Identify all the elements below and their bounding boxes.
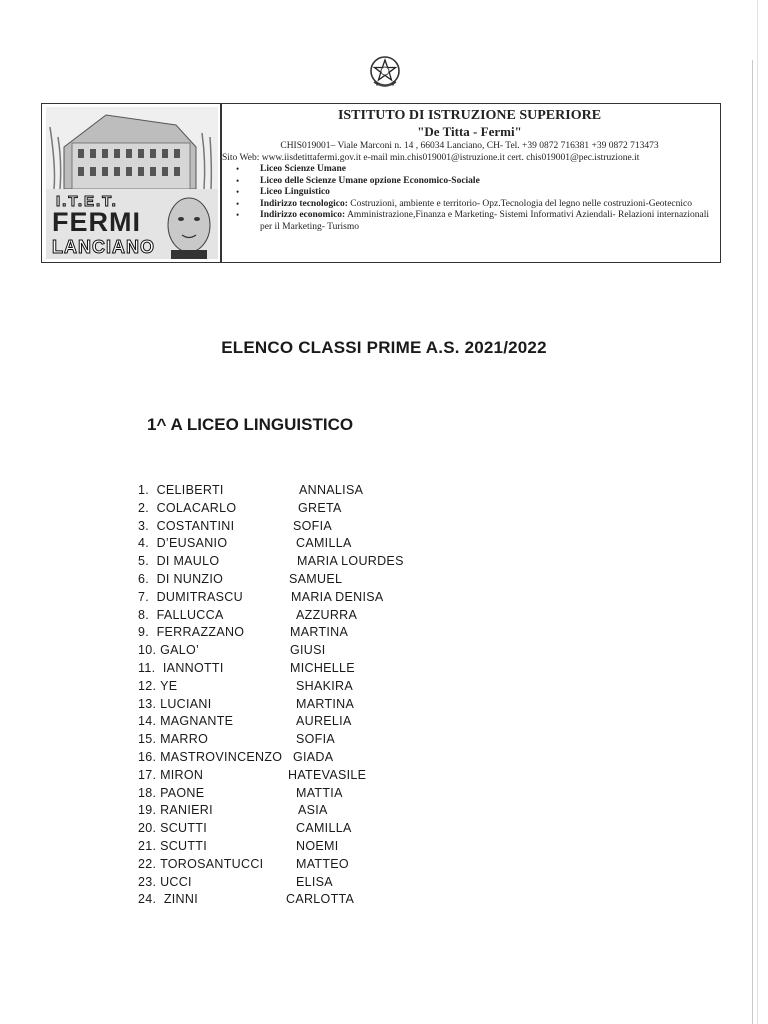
course-item: • Liceo Linguistico [222, 187, 717, 199]
student-first-name: GIADA [293, 749, 334, 764]
student-surname: UCCI [160, 874, 192, 889]
student-surname: D’EUSANIO [156, 536, 228, 551]
student-surname: MAGNANTE [160, 714, 234, 729]
student-surname: ZINNI [163, 892, 198, 907]
student-first-name: MATTIA [296, 785, 343, 800]
student-surname: RANIERI [160, 803, 213, 818]
school-web-email: Sito Web: www.iisdetittafermi.gov.it e-mail min.chis019001@istruzione.it cert. chis019001@pec.istruzione.it [222, 153, 640, 163]
student-first-name: MARTINA [290, 625, 349, 640]
student-first-name: ELISA [296, 874, 333, 889]
school-logo [46, 107, 218, 259]
list-item: 13. LUCIANI MARTINA [138, 696, 498, 714]
student-surname: DUMITRASCU [156, 589, 243, 604]
student-surname: CELIBERTI [156, 483, 224, 497]
student-surname: IANNOTTI [162, 660, 224, 675]
class-title: 1^ A LICEO LINGUISTICO [147, 415, 354, 434]
student-first-name: ANNALISA [299, 483, 364, 497]
student-surname: TOROSANTUCCI [160, 856, 264, 871]
student-surname: GALO’ [160, 643, 200, 658]
student-first-name: GRETA [298, 500, 342, 515]
list-item: 20. SCUTTI CAMILLA [138, 820, 498, 838]
list-item: 17. MIRON HATEVASILE [138, 767, 498, 785]
course-item: • Liceo Scienze Umane [222, 164, 717, 176]
list-item: 5. DI MAULO MARIA LOURDES [138, 553, 498, 571]
list-item: 14. MAGNANTE AURELIA [138, 713, 498, 731]
course-item: • Liceo delle Scienze Umane opzione Economico-Sociale [222, 176, 717, 188]
student-first-name: AURELIA [296, 714, 352, 729]
list-item: 4. D’EUSANIO CAMILLA [138, 535, 498, 553]
scan-edge-line [752, 60, 753, 1024]
list-item: 18. PAONE MATTIA [138, 785, 498, 803]
school-building-photo [46, 107, 218, 259]
student-first-name: SOFIA [296, 732, 336, 747]
student-surname: DI MAULO [156, 554, 220, 569]
logo-text-itet: I.T.E.T. [56, 193, 118, 210]
student-surname: SCUTTI [160, 821, 207, 836]
document-title: ELENCO CLASSI PRIME A.S. 2021/2022 [221, 338, 547, 357]
student-first-name: MATTEO [296, 856, 349, 871]
student-first-name: SHAKIRA [296, 678, 353, 693]
school-address: CHIS019001– Viale Marconi n. 14 , 66034 Lanciano, CH- Tel. +39 0872 716381 +39 0872 713473 [280, 141, 659, 151]
student-surname: MIRON [160, 767, 204, 782]
student-surname: COLACARLO [156, 500, 237, 515]
school-title: ISTITUTO DI ISTRUZIONE SUPERIORE [337, 108, 602, 123]
list-item: 2. COLACARLO GRETA [138, 500, 498, 518]
student-surname: FERRAZZANO [156, 625, 245, 640]
student-first-name: SOFIA [293, 518, 333, 533]
student-surname: FALLUCCA [156, 607, 224, 622]
letterhead-info [222, 107, 717, 233]
list-item: 15. MARRO SOFIA [138, 731, 498, 749]
student-surname: MASTROVINCENZO [160, 749, 283, 764]
student-first-name: CARLOTTA [286, 892, 355, 907]
student-first-name: AZZURRA [296, 607, 358, 622]
list-item: 10. GALO’ GIUSI [138, 642, 498, 660]
student-first-name: NOEMI [296, 838, 339, 853]
list-item: 11. IANNOTTI MICHELLE [138, 660, 498, 678]
student-first-name: CAMILLA [296, 821, 352, 836]
student-first-name: ASIA [298, 803, 328, 818]
student-surname: SCUTTI [160, 838, 207, 853]
list-item: 16. MASTROVINCENZO GIADA [138, 749, 498, 767]
student-surname: DI NUNZIO [156, 571, 224, 586]
logo-text-lanciano: LANCIANO [52, 237, 155, 257]
student-first-name: CAMILLA [296, 536, 352, 551]
course-item: • Indirizzo economico: Amministrazione,Finanza e Marketing- Sistemi Informativi Aziendali- Relazioni internazionali per il Marketing- Turismo [222, 210, 717, 233]
list-item: 12. YE SHAKIRA [138, 678, 498, 696]
student-first-name: HATEVASILE [288, 767, 367, 782]
student-first-name: MARTINA [296, 696, 355, 711]
republic-emblem-icon [368, 52, 402, 92]
course-item: • Indirizzo tecnologico: Costruzioni, ambiente e territorio- Opz.Tecnologia del legno nelle costruzioni-Geotecnico [222, 199, 717, 211]
student-first-name: SAMUEL [289, 571, 343, 586]
list-item: 8. FALLUCCA AZZURRA [138, 607, 498, 625]
list-item: 3. COSTANTINI SOFIA [138, 518, 498, 536]
student-first-name: GIUSI [290, 643, 326, 658]
list-item: 1. CELIBERTI ANNALISA [138, 482, 498, 500]
student-surname: LUCIANI [160, 696, 212, 711]
student-surname: PAONE [160, 785, 205, 800]
logo-text-fermi: FERMI [52, 207, 141, 237]
list-item: 6. DI NUNZIO SAMUEL [138, 571, 498, 589]
student-first-name: MARIA LOURDES [297, 554, 404, 569]
list-item: 23. UCCI ELISA [138, 874, 498, 892]
list-item: 7. DUMITRASCU MARIA DENISA [138, 589, 498, 607]
list-item: 9. FERRAZZANO MARTINA [138, 624, 498, 642]
student-first-name: MARIA DENISA [291, 589, 384, 604]
list-item: 22. TOROSANTUCCI MATTEO [138, 856, 498, 874]
list-item: 21. SCUTTI NOEMI [138, 838, 498, 856]
letterhead [41, 103, 721, 263]
student-surname: MARRO [160, 732, 209, 747]
student-surname: YE [160, 678, 178, 693]
scan-edge-line [757, 0, 758, 1024]
list-item: 24. ZINNI CARLOTTA [138, 891, 498, 909]
school-subtitle: "De Titta - Fermi" [417, 124, 522, 139]
student-list [138, 482, 498, 909]
student-surname: COSTANTINI [156, 518, 235, 533]
list-item: 19. RANIERI ASIA [138, 802, 498, 820]
course-list [222, 164, 717, 233]
student-first-name: MICHELLE [290, 660, 355, 675]
